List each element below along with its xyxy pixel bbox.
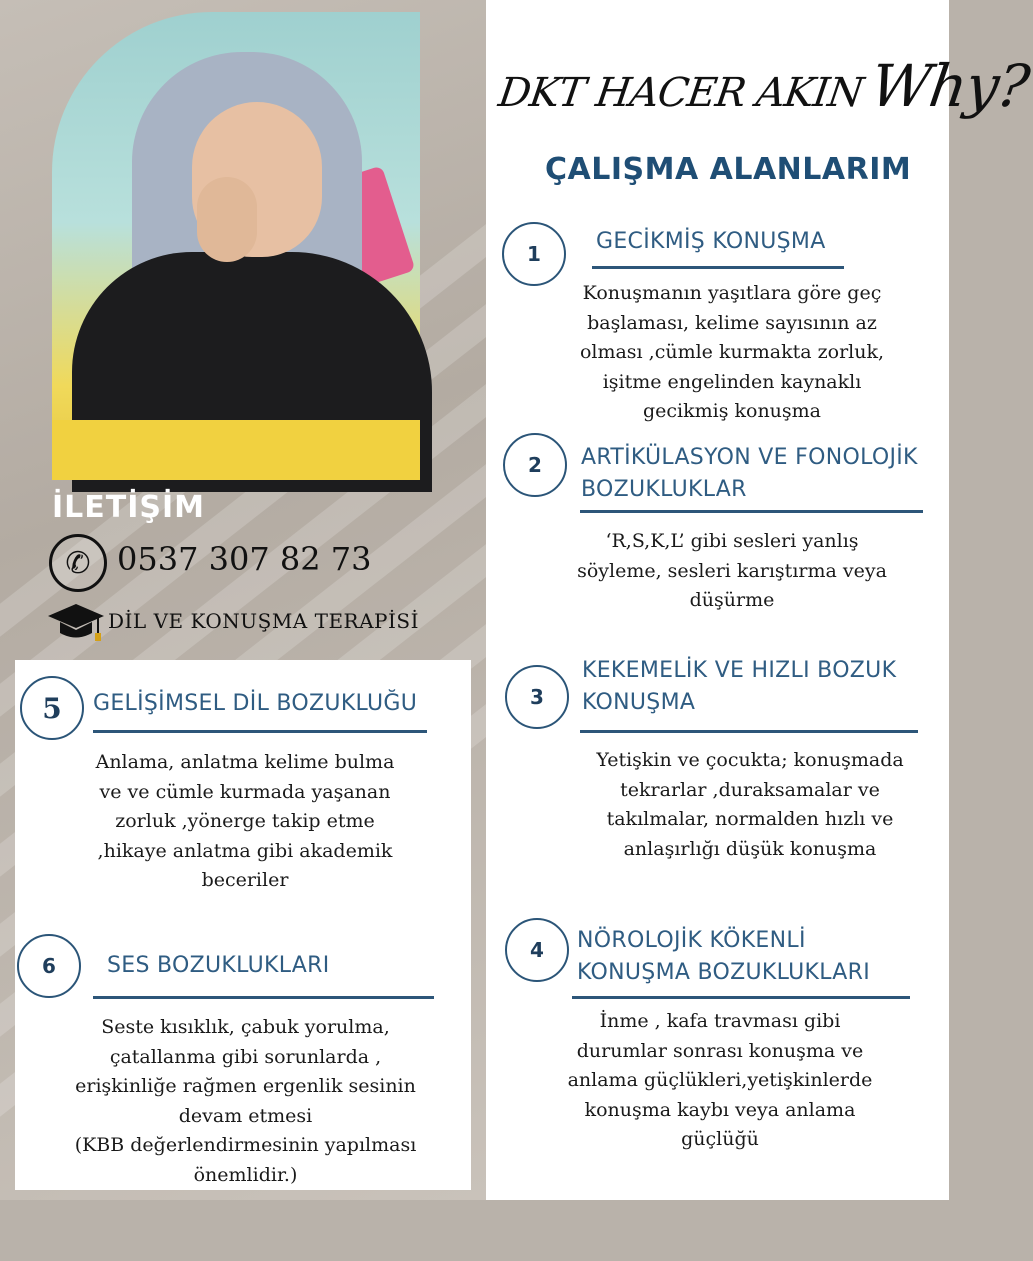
section-2-title: ARTİKÜLASYON VE FONOLOJİK BOZUKLUKLAR (581, 445, 918, 502)
section-5-underline (93, 730, 427, 733)
phone-number[interactable]: 0537 307 82 73 (117, 540, 372, 578)
signature-why: Why? (866, 52, 1033, 120)
section-1-body: Konuşmanın yaşıtlara göre geç başlaması, kelime sayısının az olması ,cümle kurmakta zorluk, işitme engelinden kaynaklı gecikmiş konuşma (579, 282, 885, 422)
section-2-underline (580, 510, 923, 513)
section-4-underline (572, 996, 910, 999)
section-5-title: GELİŞİMSEL DİL BOZUKLUĞU (93, 691, 418, 716)
section-3-underline (580, 730, 918, 733)
contact-title: İLETİŞİM (52, 490, 206, 525)
signature-name: DKT HACER AKIN (495, 70, 866, 116)
section-5-number: 5 (20, 676, 84, 740)
section-6-underline (93, 996, 434, 999)
section-3-title: KEKEMELİK VE HIZLI BOZUK KONUŞMA (582, 658, 897, 715)
phone-icon: ✆ (49, 534, 107, 592)
section-4-number: 4 (505, 918, 569, 982)
section-1-number: 1 (502, 222, 566, 286)
section-6-body: Seste kısıklık, çabuk yorulma, çatallanma gibi sorunlarda , erişkinliğe rağmen ergenlik sesinin devam etmesi (KBB değerlendirmesinin yapılması önemlidir.) (74, 1016, 417, 1186)
section-6-title: SES BOZUKLUKLARI (107, 953, 330, 978)
portrait-photo (52, 12, 420, 480)
profession-label: DİL VE KONUŞMA TERAPİSİ (108, 609, 420, 633)
signature (491, 52, 1033, 147)
section-3-number: 3 (505, 665, 569, 729)
section-5-body: Anlama, anlatma kelime bulma ve ve cümle kurmada yaşanan zorluk ,yönerge takip etme ,hikaye anlatma gibi akademik beceriler (95, 751, 395, 891)
graduation-cap-icon (46, 600, 106, 644)
section-4-body: İnme , kafa travması gibi durumlar sonrası konuşma ve anlama güçlükleri,yetişkinlerde konuşma kaybı veya anlama güçlüğü (567, 1010, 873, 1150)
section-4-title: NÖROLOJİK KÖKENLİ KONUŞMA BOZUKLUKLARI (577, 928, 870, 985)
section-2-number: 2 (503, 433, 567, 497)
section-3-body: Yetişkin ve çocukta; konuşmada tekrarlar ,duraksamalar ve takılmalar, normalden hızlı ve anlaşırlığı düşük konuşma (596, 749, 904, 860)
section-1-underline (592, 266, 844, 269)
section-6-number: 6 (17, 934, 81, 998)
page-title: ÇALIŞMA ALANLARIM (545, 152, 912, 187)
section-2-body: ‘R,S,K,L’ gibi sesleri yanlış söyleme, sesleri karıştırma veya düşürme (577, 530, 887, 611)
section-1-title: GECİKMİŞ KONUŞMA (596, 229, 826, 254)
